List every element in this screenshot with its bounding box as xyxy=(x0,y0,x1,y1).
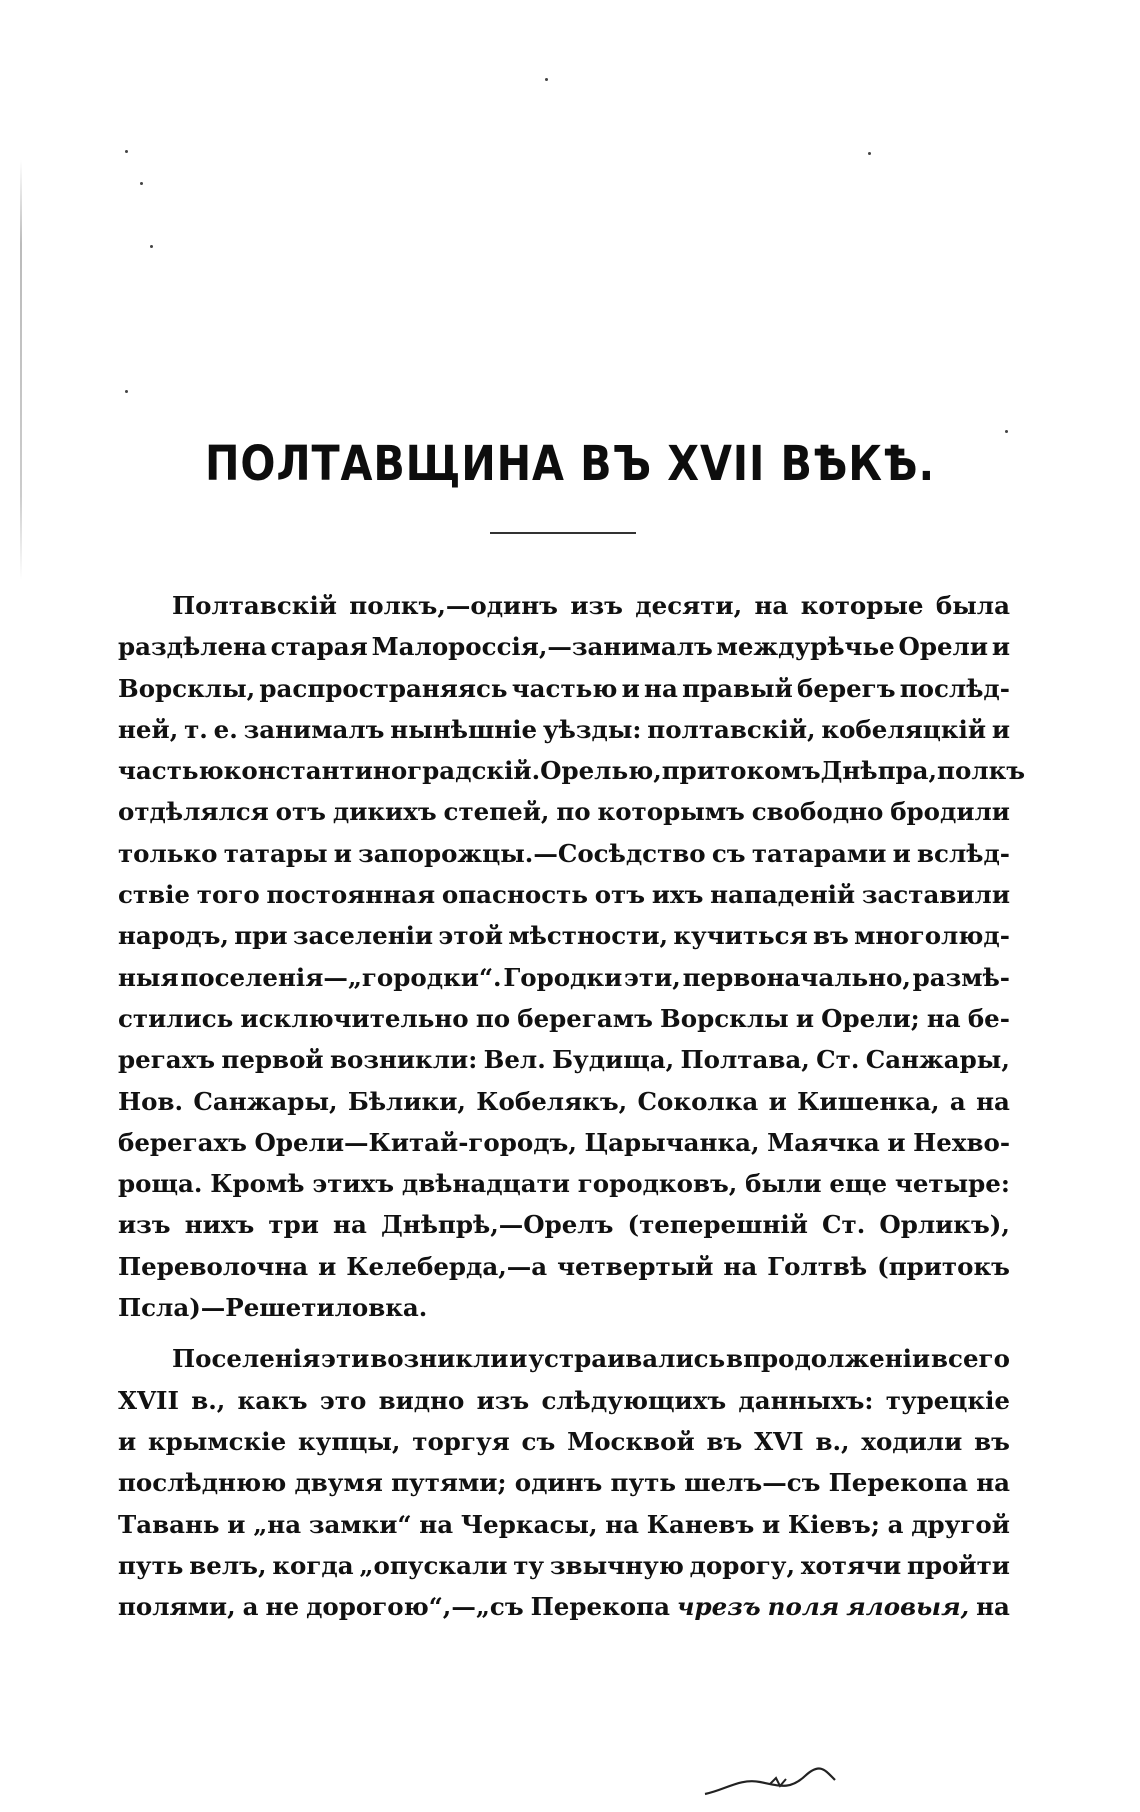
word: возникли xyxy=(370,1344,509,1374)
word: это xyxy=(319,1385,367,1415)
word: Перекопа xyxy=(530,1592,670,1622)
word: вслѣд- xyxy=(917,838,1010,868)
word: изъ xyxy=(570,591,623,620)
word: бродили xyxy=(890,797,1010,827)
paragraph-gap xyxy=(118,1328,1010,1338)
word: и xyxy=(333,838,352,868)
text-line xyxy=(118,791,1010,832)
word: отдѣлялся xyxy=(118,797,269,827)
word: Днѣпра, xyxy=(820,756,938,786)
word: Орели; xyxy=(821,1003,920,1033)
text-line xyxy=(118,1380,1010,1421)
word: и xyxy=(318,1251,337,1281)
text-line xyxy=(118,1338,1010,1379)
word: константиноградскій. xyxy=(223,756,541,786)
scan-speck xyxy=(125,390,128,393)
word: на xyxy=(926,1003,961,1033)
text-line xyxy=(118,1246,1010,1287)
word: Каневъ xyxy=(646,1509,755,1539)
word: при xyxy=(234,921,288,951)
word: на xyxy=(644,673,678,703)
word: Келеберда,—а xyxy=(346,1251,548,1281)
word: того xyxy=(196,880,260,910)
text-line xyxy=(118,833,1010,874)
word: XVII xyxy=(118,1385,179,1415)
ornament-flourish xyxy=(700,1760,840,1800)
word: которымъ xyxy=(597,797,745,827)
text-line xyxy=(118,1462,1010,1503)
word: хотячи xyxy=(800,1550,902,1580)
word: Бѣлики, xyxy=(347,1086,466,1116)
word: опасность xyxy=(441,880,588,910)
word: четыре: xyxy=(894,1169,1010,1199)
word: были xyxy=(745,1169,822,1199)
word: первоначально, xyxy=(682,962,911,992)
word: десяти, xyxy=(635,591,743,620)
word: ствіе xyxy=(118,880,191,910)
word: первой xyxy=(221,1045,324,1075)
word: Голтвѣ xyxy=(767,1251,868,1281)
word: кучиться xyxy=(673,921,808,951)
word: занималъ xyxy=(243,714,385,744)
word: и xyxy=(991,714,1010,744)
scan-speck xyxy=(545,78,548,81)
text-line xyxy=(118,709,1010,750)
word: и xyxy=(227,1509,246,1539)
word: многолюд- xyxy=(854,921,1010,951)
word: одинъ xyxy=(514,1468,603,1498)
word: правый xyxy=(682,673,793,703)
word: поселенія—„городки“. xyxy=(180,962,502,992)
word: Соколка xyxy=(637,1086,759,1116)
word: чрезъ xyxy=(676,1592,761,1622)
word: полями, xyxy=(118,1592,236,1622)
word: на xyxy=(419,1509,454,1539)
word: эти xyxy=(321,1344,370,1374)
word: отъ xyxy=(275,797,326,827)
word: и xyxy=(887,1127,906,1157)
word: и xyxy=(761,1509,781,1539)
text-line xyxy=(118,750,1026,791)
word: четвертый xyxy=(557,1251,714,1281)
word: Переволочна xyxy=(118,1251,309,1281)
scan-speck xyxy=(868,152,871,155)
text-line xyxy=(118,626,1010,667)
word: Черкасы, xyxy=(460,1509,598,1539)
word: Днѣпрѣ,—Орелъ xyxy=(380,1210,614,1240)
word: и xyxy=(892,838,911,868)
word: Кишенка, xyxy=(797,1086,940,1116)
word: берегахъ xyxy=(118,1127,247,1157)
word: частью xyxy=(511,673,618,703)
word: велъ, xyxy=(189,1550,267,1580)
word: съ xyxy=(521,1426,556,1456)
text-line xyxy=(118,1287,1010,1328)
word: полкъ xyxy=(937,756,1026,786)
text-line xyxy=(118,998,1010,1039)
word: Тавань xyxy=(118,1509,220,1539)
title-divider xyxy=(490,532,636,534)
word: а xyxy=(949,1086,966,1116)
word: Москвой xyxy=(567,1426,695,1456)
page-title: ПОЛТАВЩИНА ВЪ XVII ВѢКѢ. xyxy=(204,436,936,492)
word: ту xyxy=(513,1550,545,1580)
word: данныхъ: xyxy=(738,1385,874,1415)
word: татары xyxy=(223,838,328,868)
word: старая xyxy=(270,632,368,662)
word: междурѣчье xyxy=(716,632,895,662)
text-line xyxy=(118,585,1010,626)
word: в., xyxy=(191,1385,226,1415)
text-line xyxy=(118,1545,1010,1586)
word: въ xyxy=(706,1426,743,1456)
word: Полтавскій xyxy=(172,591,337,620)
word: бе- xyxy=(967,1003,1010,1033)
word: исключительно xyxy=(240,1003,469,1033)
word: изъ xyxy=(118,1210,171,1240)
word: Малороссія,—занималъ xyxy=(371,632,713,662)
text-line xyxy=(118,915,1010,956)
word: какъ xyxy=(237,1385,308,1415)
word: и xyxy=(795,1003,814,1033)
scan-speck xyxy=(125,150,128,153)
word: съ xyxy=(711,838,746,868)
word: ходили xyxy=(861,1426,963,1456)
word: дикихъ xyxy=(332,797,437,827)
word: и xyxy=(118,1426,137,1456)
word: полкъ,—одинъ xyxy=(349,591,558,620)
word: частью xyxy=(118,756,224,786)
word: Кобелякъ, xyxy=(476,1086,628,1116)
word: всего xyxy=(931,1344,1010,1374)
word: путь xyxy=(610,1468,676,1498)
word: Кіевъ; xyxy=(787,1509,880,1539)
word: по xyxy=(475,1003,511,1033)
word: уѣзды: xyxy=(542,714,642,744)
word: Ст. xyxy=(816,1045,860,1075)
word: возникли: xyxy=(329,1045,478,1075)
word: нынѣшніе xyxy=(390,714,538,744)
text-line xyxy=(118,1421,1010,1462)
word: Санжары, xyxy=(865,1045,1010,1075)
word: распространяясь xyxy=(259,673,508,703)
word: крымскіе xyxy=(147,1426,287,1456)
word: впродолженіи xyxy=(726,1344,931,1374)
word: Нехво- xyxy=(913,1127,1010,1157)
word: заставили xyxy=(861,880,1010,910)
word: поля xyxy=(767,1592,840,1622)
word: послѣднюю xyxy=(118,1468,287,1498)
word: регахъ xyxy=(118,1045,216,1075)
word: замки“ xyxy=(308,1509,412,1539)
word: Кромѣ xyxy=(210,1169,305,1199)
body-text xyxy=(118,585,1026,1627)
word: в., xyxy=(815,1426,850,1456)
word: и xyxy=(509,1344,528,1374)
word: Орели xyxy=(898,632,989,662)
text-line xyxy=(118,668,1010,709)
text-line xyxy=(118,1122,1010,1163)
word: на xyxy=(605,1509,640,1539)
word: нихъ xyxy=(184,1210,255,1240)
word: на xyxy=(976,1592,1010,1622)
word: ней, xyxy=(118,714,179,744)
word: дорогу, xyxy=(689,1550,796,1580)
word: Санжары, xyxy=(193,1086,338,1116)
word: Маячка xyxy=(767,1127,880,1157)
word: запорожцы.—Сосѣдство xyxy=(358,838,706,868)
word: на xyxy=(976,1086,1010,1116)
word: ныя xyxy=(118,962,179,992)
word: заселеніи xyxy=(292,921,434,951)
word: Будища, xyxy=(552,1045,675,1075)
word: а xyxy=(242,1592,259,1622)
word: Ворсклы xyxy=(660,1003,789,1033)
word: Городки xyxy=(503,962,623,992)
word: купцы, xyxy=(297,1426,401,1456)
text-line xyxy=(118,1039,1010,1080)
word: этихъ xyxy=(312,1169,395,1199)
word: отъ xyxy=(594,880,646,910)
word: татарами xyxy=(751,838,887,868)
word: когда xyxy=(272,1550,354,1580)
word: изъ xyxy=(476,1385,530,1415)
word: устраивались xyxy=(528,1344,726,1374)
word: нападеній xyxy=(710,880,856,910)
word: Перекопа xyxy=(828,1468,968,1498)
word: Вел. xyxy=(483,1045,546,1075)
word: этой xyxy=(438,921,504,951)
word: пройти xyxy=(907,1550,1010,1580)
word: свободно xyxy=(751,797,884,827)
word: Ворсклы, xyxy=(118,673,256,703)
word: Поселенія xyxy=(172,1344,321,1374)
word: „опускали xyxy=(359,1550,508,1580)
word: народъ, xyxy=(118,921,229,951)
word: полтавскій, xyxy=(647,714,816,744)
word: путями; xyxy=(391,1468,507,1498)
word: (притокъ xyxy=(877,1251,1010,1281)
word: торгуя xyxy=(412,1426,510,1456)
word: Орликъ), xyxy=(879,1210,1010,1240)
word: эти, xyxy=(624,962,681,992)
word: въ xyxy=(974,1426,1010,1456)
word: и xyxy=(991,632,1010,662)
word: только xyxy=(118,838,218,868)
page-edge-shadow xyxy=(20,160,22,580)
word: Псла)—Решетиловка. xyxy=(118,1293,428,1323)
word: была xyxy=(935,591,1010,620)
word: путь xyxy=(118,1550,184,1580)
word: Полтава, xyxy=(680,1045,810,1075)
text-line xyxy=(118,957,1010,998)
word: XVI xyxy=(754,1426,804,1456)
word: на xyxy=(723,1251,758,1281)
word: городковъ, xyxy=(577,1169,738,1199)
word: роща. xyxy=(118,1169,203,1199)
text-line xyxy=(118,1081,1010,1122)
scan-speck xyxy=(1005,430,1008,433)
word: притокомъ xyxy=(661,756,821,786)
word: двѣнадцати xyxy=(401,1169,570,1199)
word: на xyxy=(976,1468,1010,1498)
word: три xyxy=(268,1210,319,1240)
word: турецкіе xyxy=(885,1385,1010,1415)
word: слѣдующихъ xyxy=(541,1385,727,1415)
word: кобеляцкій xyxy=(821,714,986,744)
word: и xyxy=(621,673,640,703)
word: по xyxy=(556,797,591,827)
word: Орелью, xyxy=(540,756,662,786)
word: берегъ xyxy=(797,673,896,703)
word: на xyxy=(333,1210,367,1240)
word: мѣстности, xyxy=(508,921,669,951)
word: постоянная xyxy=(266,880,436,910)
word: стились xyxy=(118,1003,234,1033)
word: дорогою“,—„съ xyxy=(306,1592,524,1622)
word: послѣд- xyxy=(899,673,1010,703)
word: ихъ xyxy=(651,880,704,910)
word: раздѣлена xyxy=(118,632,267,662)
word: другой xyxy=(911,1509,1010,1539)
scan-speck xyxy=(140,182,143,185)
word: Нов. xyxy=(118,1086,184,1116)
word: и xyxy=(768,1086,787,1116)
word: двумя xyxy=(294,1468,383,1498)
scan-speck xyxy=(150,245,153,248)
word: шелъ—съ xyxy=(684,1468,821,1498)
word: въ xyxy=(812,921,849,951)
word: степей, xyxy=(443,797,550,827)
word: которые xyxy=(800,591,924,620)
word: (теперешній xyxy=(627,1210,808,1240)
word: а xyxy=(887,1509,904,1539)
word: видно xyxy=(378,1385,465,1415)
text-line xyxy=(118,1204,1010,1245)
word: „на xyxy=(253,1509,302,1539)
word: не xyxy=(265,1592,300,1622)
word: размѣ- xyxy=(912,962,1010,992)
word: звычную xyxy=(549,1550,684,1580)
text-line xyxy=(118,1163,1010,1204)
word: на xyxy=(754,591,789,620)
word: Ст. xyxy=(822,1210,866,1240)
text-line xyxy=(118,874,1010,915)
word: еще xyxy=(829,1169,888,1199)
word: Царычанка, xyxy=(584,1127,760,1157)
text-line xyxy=(118,1504,1010,1545)
word: т. xyxy=(184,714,208,744)
word: яловыя, xyxy=(846,1592,970,1622)
word: берегамъ xyxy=(517,1003,653,1033)
word: Орели—Китай-городъ, xyxy=(254,1127,577,1157)
text-line xyxy=(118,1586,1010,1627)
word: е. xyxy=(213,714,238,744)
